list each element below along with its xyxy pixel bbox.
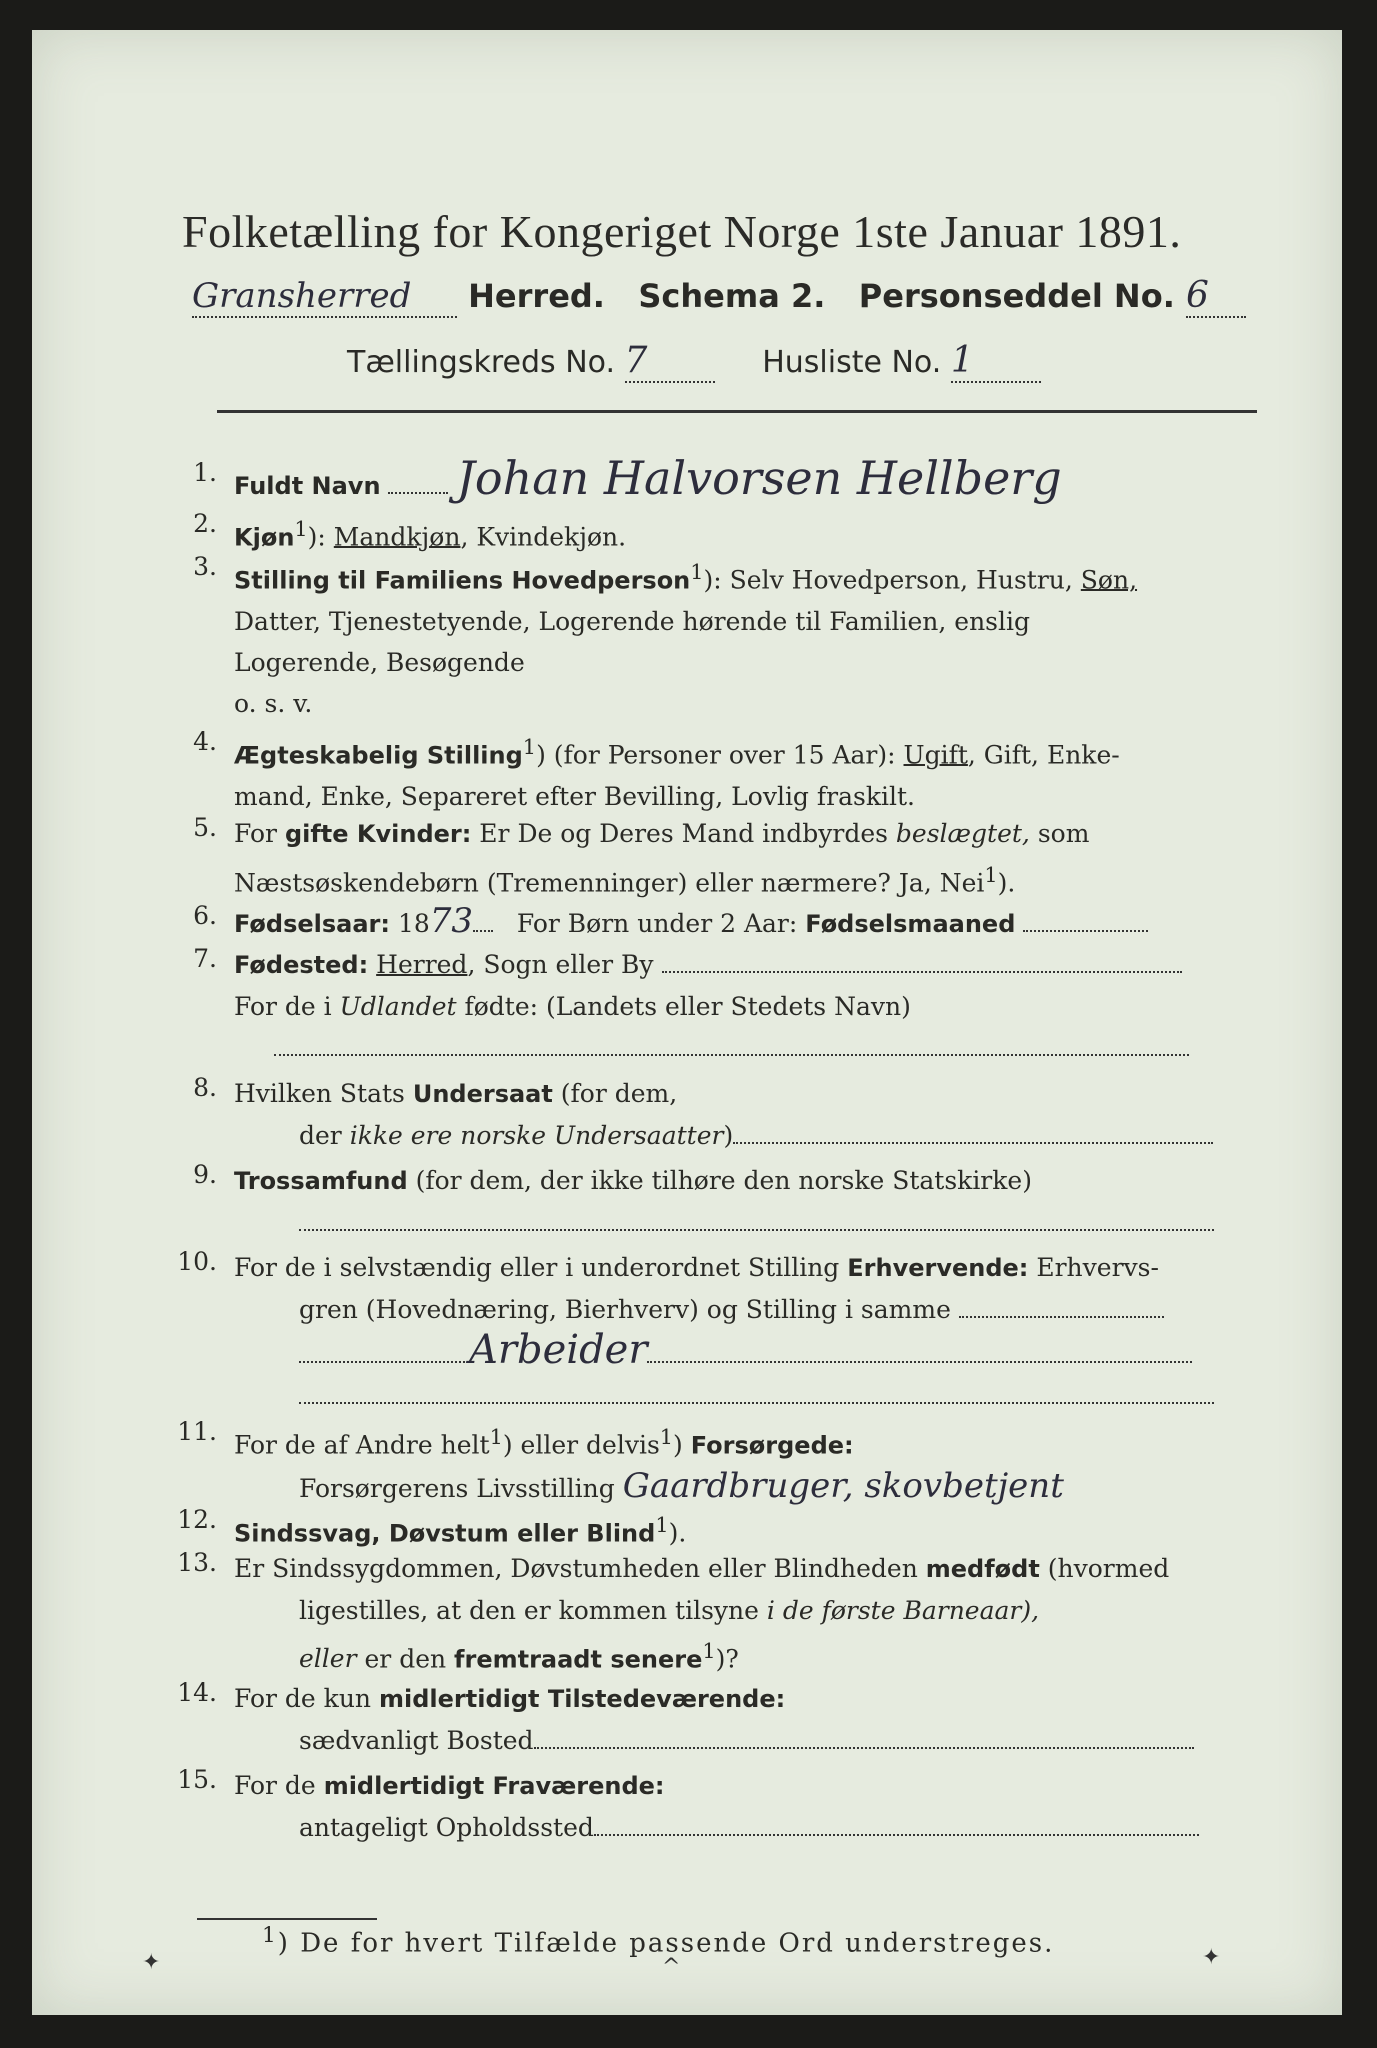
q14-label: midlertidigt Tilstedeværende: xyxy=(378,1685,786,1713)
q8-number: 8. xyxy=(193,1073,217,1102)
q5-text-b: beslægtet, xyxy=(895,819,1030,848)
q13-label-b: fremtraadt senere xyxy=(454,1645,703,1674)
q4-text-d: mand, Enke, Separeret efter Bevilling, Lovlig fraskilt. xyxy=(234,782,915,812)
q8-text-a: Hvilken Stats xyxy=(234,1079,405,1108)
q8-text-c: der xyxy=(299,1121,342,1150)
q8-leader xyxy=(733,1142,1213,1144)
q2-option-kvindekjon: , Kvindekjøn. xyxy=(460,522,627,552)
q13-text-a: Er Sindssygdommen, Døvstumheden eller Blindheden xyxy=(234,1554,918,1583)
q10-answer: Arbeider xyxy=(469,1327,648,1373)
footnote-sup: 1 xyxy=(262,1923,278,1948)
q6-year-answer: 73 xyxy=(429,901,474,941)
q10-number: 10. xyxy=(177,1247,217,1276)
husliste-number: 1 xyxy=(951,340,1041,383)
q13-text-f: er den xyxy=(364,1644,447,1674)
q1-label: Fuldt Navn xyxy=(234,472,381,500)
q11-text-c: Forsørgerens Livsstilling xyxy=(299,1474,615,1504)
q5-prefix: For xyxy=(234,819,277,848)
tellingskreds-number: 7 xyxy=(625,340,715,383)
q6-label-b: Fødselsmaaned xyxy=(805,910,1016,938)
q9-text-a: (for dem, der ikke tilhøre den norske Statskirke) xyxy=(415,1166,1032,1195)
q6-number: 6. xyxy=(193,901,217,930)
center-mark-icon: ^ xyxy=(662,1955,681,1980)
q13-number: 13. xyxy=(177,1548,217,1577)
q5-text-c: som xyxy=(1037,819,1090,848)
footnote-text: De for hvert Tilfælde passende Ord understreges. xyxy=(300,1928,1055,1959)
q1-answer: Johan Halvorsen Hellberg xyxy=(456,451,1062,505)
q14-number: 14. xyxy=(177,1678,217,1707)
form-title: Folketælling for Kongeriget Norge 1ste Januar 1891. xyxy=(182,206,1182,257)
q4-option-ugift: Ugift xyxy=(903,740,968,770)
q15-leader xyxy=(594,1834,1199,1836)
q2-option-mandkjon: Mandkjøn xyxy=(333,522,461,552)
q14-leader xyxy=(534,1747,1194,1749)
q3-option-son: Søn, xyxy=(1080,565,1138,595)
q10-text-b: Erhvervs- xyxy=(1036,1253,1159,1282)
footnote-rule xyxy=(197,1918,377,1920)
q6-text-a: For Børn under 2 Aar: xyxy=(516,909,798,938)
q9-number: 9. xyxy=(193,1160,217,1189)
q7-text-b: , Sogn eller By xyxy=(467,950,654,979)
q8-label: Undersaat xyxy=(412,1080,553,1108)
q7-leader-2 xyxy=(274,1054,1189,1056)
corner-mark-icon: ✦ xyxy=(142,1950,161,1975)
q7-text-c: For de i xyxy=(234,992,332,1021)
q7-option-herred: Herred xyxy=(376,950,468,979)
q4-text-c: , Gift, Enke- xyxy=(967,740,1120,770)
herred-line xyxy=(192,275,1246,318)
q13-text-e: eller xyxy=(299,1644,357,1674)
q8-text-d: ikke ere norske Undersaatter xyxy=(349,1121,724,1150)
tellingskreds-label: Tællingskreds No. xyxy=(347,345,615,380)
q2-number: 2. xyxy=(193,509,217,538)
q9-leader xyxy=(299,1229,1214,1231)
q11-text-a: For de af Andre helt xyxy=(234,1430,490,1460)
census-form: Folketælling for Kongeriget Norge 1ste Januar 1891. Gransherred Herred. Schema 2. Personseddel No. 6 Tællingskreds No. 7 Husliste No. 1 1. Fuldt Navn Johan Halvorsen Hellberg 2. Kjøn$^1$): Mandkjøn, Kvindekjøn. 3. Stilling til Familiens Hovedperson$^1$): Selv Hovedperson, Hustru, Søn, Datter, Tjenestetyende, Logerende hørende til Familien, enslig Logerende, Besøgende o. s. v. 4. Ægteskabelig Stilling$^1$) (for Personer over 15 Aar): Ugift, Gift, Enke- mand, Enke, Separeret efter Bevilling, Lovlig fraskilt. 5. For gifte Kvinder: Er De og Deres Mand indbyrdes beslægtet, som Næstsøskendebørn (Tremenninger) eller nærmere? Ja, Nei$^1$). 6. Fødselsaar: 1873 For Børn under 2 Aar: Fødselsmaaned 7. Fødested: Herred, Sogn eller By For de i Udlandet fødte: (Landets eller Stedets Navn) 8. Hvilken Stats Undersaat (for dem, der ikke ere norske Undersaatter) 9. Trossamfund (for dem, der ikke tilhøre den norske Statskirke) 10. For de i selvstændig eller i underordnet Stilling Erhvervende: Erhvervs- gren (Hovednæring, Bierhverv) og Stilling i samme Arbeider 11. For de af Andre helt$^1$) eller delvis$^1$) Forsørgede: Forsørgerens Livsstilling Gaardbruger, skovbetjent 12. Sindssvag, Døvstum eller Blind$^1$). 13. Er Sindssygdommen, Døvstumheden eller Blindheden medfødt (hvormed ligestilles, at den er kommen tilsyne i de første Barneaar), eller er den fremtraadt senere$^1$)? 14. For de kun midlertidigt Tilstedeværende: sædvanligt Bosted 15. For de midlertidigt Fraværende: antageligt Opholdssted $^1$) De for hvert Tilfælde passende Ord understreges. ✦ ^ ✦ xyxy=(32,30,1342,2015)
q8-text-b: (for dem, xyxy=(560,1079,678,1108)
q10-label: Erhvervende: xyxy=(847,1254,1029,1282)
q3-label: Stilling til Familiens Hovedperson xyxy=(234,566,691,595)
q3-osv: o. s. v. xyxy=(234,689,313,719)
q7-label: Fødested: xyxy=(234,951,369,979)
q6-leader xyxy=(1023,930,1148,932)
q13-text-d: i de første Barneaar), xyxy=(766,1596,1040,1625)
q15-label: midlertidigt Fraværende: xyxy=(323,1772,665,1800)
q5-number: 5. xyxy=(193,813,217,842)
kreds-line xyxy=(347,340,1041,383)
q7-text-e: fødte: (Landets eller Stedets Navn) xyxy=(464,992,911,1021)
header-rule xyxy=(217,410,1257,413)
q12-label: Sindssvag, Døvstum eller Blind xyxy=(234,1519,656,1548)
q15-text-b: antageligt Opholdssted xyxy=(299,1813,594,1842)
herred-label: Herred. xyxy=(468,277,605,315)
q1-leader xyxy=(388,492,448,494)
q6-year-prefix: 18 xyxy=(397,909,430,938)
q4-text-a: (for Personer over 15 Aar): xyxy=(553,740,896,770)
q7-number: 7. xyxy=(193,944,217,973)
q11-number: 11. xyxy=(177,1417,217,1446)
personseddel-number: 6 xyxy=(1186,275,1246,318)
q12-number: 12. xyxy=(177,1505,217,1534)
q3-options-a: Selv Hovedperson, Hustru, xyxy=(729,565,1073,595)
q6-label: Fødselsaar: xyxy=(234,910,390,938)
q2-label: Kjøn xyxy=(234,523,295,552)
q15-number: 15. xyxy=(177,1765,217,1794)
q10-leader-3 xyxy=(299,1402,1214,1404)
q9-label: Trossamfund xyxy=(234,1167,408,1195)
footnote: $^1$) De for hvert Tilfælde passende Ord understreges. xyxy=(262,1923,1055,1959)
q15-text-a: For de xyxy=(234,1771,316,1800)
schema-label: Schema 2. xyxy=(638,277,826,315)
q5-text-a: Er De og Deres Mand indbyrdes xyxy=(479,819,888,848)
q14-text-a: For de kun xyxy=(234,1684,372,1713)
herred-handwritten: Gransherred xyxy=(192,276,457,318)
q10-text-c: gren (Hovednæring, Bierhverv) og Stilling i samme xyxy=(299,1295,951,1324)
corner-mark-right-icon: ✦ xyxy=(1202,1945,1221,1970)
q11-label: Forsørgede: xyxy=(690,1431,854,1460)
q5-text-d: Næstsøskendebørn (Tremenninger) eller nærmere? Ja, Nei xyxy=(234,868,985,898)
q1-number: 1. xyxy=(193,458,217,487)
q3-options-d: Logerende, Besøgende xyxy=(234,648,525,678)
q13-text-b: (hvormed xyxy=(1047,1554,1170,1583)
q3-number: 3. xyxy=(193,552,217,581)
q7-leader xyxy=(662,971,1182,973)
q4-number: 4. xyxy=(193,727,217,756)
q14-text-b: sædvanligt Bosted xyxy=(299,1726,534,1755)
q11-answer: Gaardbruger, skovbetjent xyxy=(622,1466,1064,1507)
q2-sup: 1 xyxy=(294,517,308,541)
q11-text-b: eller delvis xyxy=(520,1430,660,1460)
q10-leader xyxy=(959,1316,1164,1318)
husliste-label: Husliste No. xyxy=(762,345,942,380)
q4-label: Ægteskabelig Stilling xyxy=(234,741,523,770)
q13-label: medfødt xyxy=(925,1555,1040,1583)
personseddel-label: Personseddel No. xyxy=(858,277,1175,315)
q10-text-a: For de i selvstændig eller i underordnet Stilling xyxy=(234,1253,840,1282)
q5-label: gifte Kvinder: xyxy=(284,820,472,848)
q3-options-c: Datter, Tjenestetyende, Logerende hørende til Familien, enslig xyxy=(234,607,1031,637)
q13-text-c: ligestilles, at den er kommen tilsyne xyxy=(299,1596,759,1625)
q7-text-d: Udlandet xyxy=(339,992,457,1021)
